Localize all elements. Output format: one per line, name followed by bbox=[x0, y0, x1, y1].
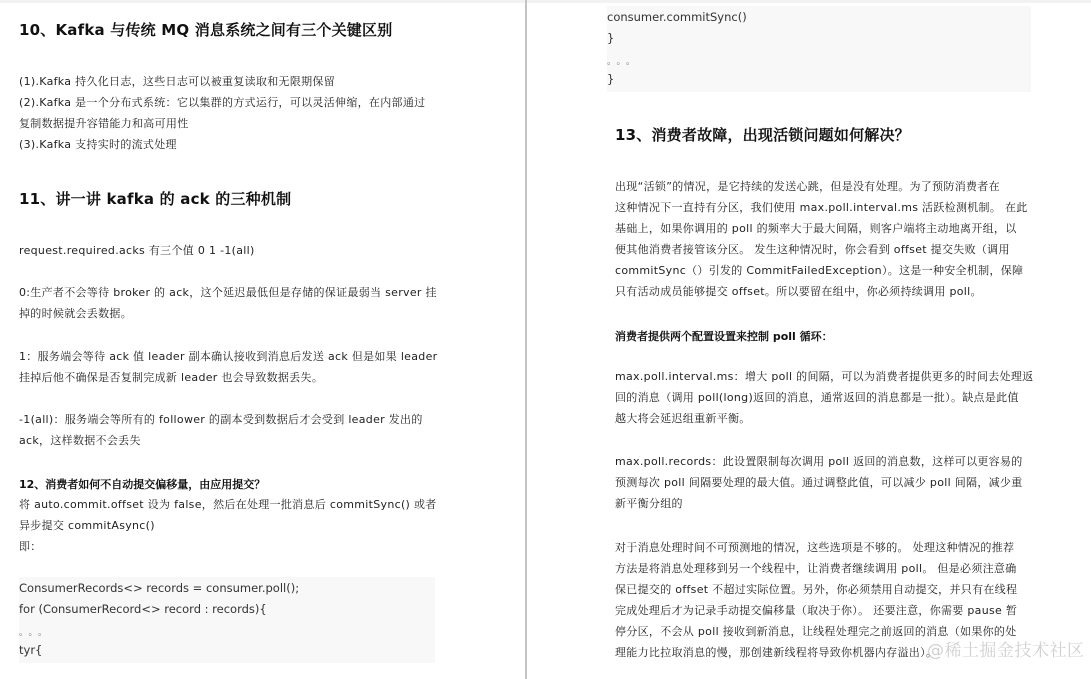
section12-line-1: 将 auto.commit.offset 设为 false，然后在处理一批消息后 commitSync() 或者 bbox=[19, 498, 437, 511]
para4-line: 停分区，不会从 poll 接收到新消息，让线程处理完之前返回的消息（如果你的处 bbox=[615, 625, 1017, 638]
para1-line: 便其他消费者接管该分区。 发生这种情况时，你会看到 offset 提交失败（调用 bbox=[615, 243, 1010, 256]
heading-section-11: 11、讲一讲 kafka 的 ack 的三种机制 bbox=[19, 190, 292, 208]
para3-line: max.poll.records：此设置限制每次调用 poll 返回的消息数，这样可以更容易的 bbox=[615, 455, 1023, 468]
code-block-right bbox=[607, 6, 1031, 92]
code-line: consumer.commitSync() bbox=[607, 10, 747, 24]
para1-line: 这种情况下一直持有分区，我们使用 max.poll.interval.ms 活跃检测机制。 在此 bbox=[615, 201, 1028, 214]
code-line: } bbox=[607, 72, 615, 86]
acks-intro: request.required.acks 有三个值 0 1 -1(all) bbox=[19, 244, 255, 257]
para4-line: 理能力比拉取消息的慢，那创建新线程将导致你机器内存溢出）。 bbox=[615, 646, 938, 659]
ackall-line-2: ack，这样数据不会丢失 bbox=[19, 434, 141, 447]
heading-section-12: 12、消费者如何不自动提交偏移量，由应用提交？ bbox=[19, 478, 266, 491]
section10-item-2-cont: 复制数据提升容错能力和高可用性 bbox=[19, 117, 189, 130]
para2-line: 越大将会延迟组重新平衡。 bbox=[615, 412, 751, 425]
para3-line: 预测每次 poll 间隔要处理的最大值。通过调整此值，可以减少 poll 间隔，减少重 bbox=[615, 476, 1023, 489]
section12-line-2: 异步提交 commitAsync() bbox=[19, 519, 155, 532]
para3-line: 新平衡分组的 bbox=[615, 497, 683, 510]
document-page-left bbox=[0, 0, 525, 679]
document-page-right bbox=[527, 0, 1091, 679]
code-line: tyr{ bbox=[19, 643, 43, 657]
section12-line-3: 即： bbox=[19, 540, 42, 553]
para2-line: 回的消息（调用 poll(long)返回的消息，通常返回的消息都是一批）。缺点是此值 bbox=[615, 391, 1019, 404]
para4-line: 完成处理后才为记录手动提交偏移量（取决于你）。 还要注意，你需要 pause 暂 bbox=[615, 604, 1018, 617]
heading-section-10: 10、Kafka 与传统 MQ 消息系统之间有三个关键区别 bbox=[19, 21, 393, 39]
section10-item-1: (1).Kafka 持久化日志，这些日志可以被重复读取和无限期保留 bbox=[19, 75, 336, 88]
para4-line: 保已提交的 offset 不超过实际位置。另外，你必须禁用自动提交，并只有在线程 bbox=[615, 583, 1018, 596]
code-ellipsis: 。。。 bbox=[19, 628, 53, 638]
code-ellipsis: 。。。 bbox=[607, 57, 641, 67]
section10-item-2: (2).Kafka 是一个分布式系统：它以集群的方式运行，可以灵活伸缩，在内部通过 bbox=[19, 96, 426, 109]
ack1-line-1: 1：服务端会等待 ack 值 leader 副本确认接收到消息后发送 ack 但是如果 leader bbox=[19, 350, 438, 363]
heading-section-13: 13、消费者故障，出现活锁问题如何解决？ bbox=[615, 126, 910, 144]
ack0-line-1: 0:生产者不会等待 broker 的 ack，这个延迟最低但是存储的保证最弱当 server 挂 bbox=[19, 286, 437, 299]
ack1-line-2: 挂掉后他不确保是否复制完成新 leader 也会导致数据丢失。 bbox=[19, 371, 324, 384]
para1-line: 基础上，如果你调用的 poll 的频率大于最大间隔，则客户端将主动地离开组，以 bbox=[615, 222, 1017, 235]
para1-line: commitSync（）引发的 CommitFailedException）。这是一种安全机制，保障 bbox=[615, 264, 1024, 277]
watermark: @稀土掘金技术社区 bbox=[927, 641, 1085, 661]
para1-line: 出现“活锁”的情况，是它持续的发送心跳，但是没有处理。为了预防消费者在 bbox=[615, 180, 1000, 193]
subheading-poll-config: 消费者提供两个配置设置来控制 poll 循环： bbox=[615, 330, 833, 343]
para4-line: 对于消息处理时间不可预测地的情况，这些选项是不够的。 处理这种情况的推荐 bbox=[615, 541, 1015, 554]
code-line: for (ConsumerRecord<> record : records){ bbox=[19, 602, 267, 616]
para2-line: max.poll.interval.ms：增大 poll 的间隔，可以为消费者提供更多的时间去处理返 bbox=[615, 370, 1034, 383]
para4-line: 方法是将消息处理移到另一个线程中，让消费者继续调用 poll。 但是必须注意确 bbox=[615, 562, 1017, 575]
para1-line: 只有活动成员能够提交 offset。所以要留在组中，你必须持续调用 poll。 bbox=[615, 285, 982, 298]
code-line: ConsumerRecords<> records = consumer.poll(); bbox=[19, 581, 300, 595]
ack0-line-2: 掉的时候就会丢数据。 bbox=[19, 307, 132, 320]
code-line: } bbox=[607, 31, 615, 45]
ackall-line-1: -1(all)：服务端会等所有的 follower 的副本受到数据后才会受到 leader 发出的 bbox=[19, 413, 423, 426]
code-block-left bbox=[19, 577, 435, 663]
section10-item-3: (3).Kafka 支持实时的流式处理 bbox=[19, 138, 177, 151]
